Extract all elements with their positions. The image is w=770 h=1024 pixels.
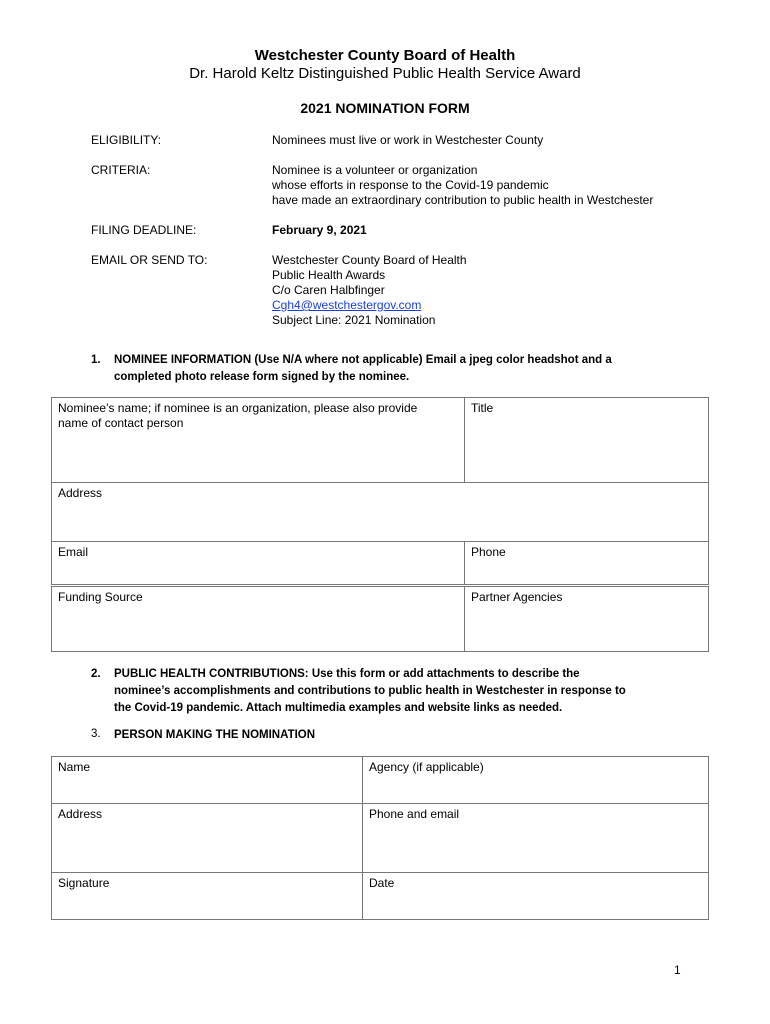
partners-label: Partner Agencies — [471, 590, 563, 604]
email-link[interactable]: Cgh4@westchestergov.com — [272, 298, 422, 312]
nominator-phone-email-field[interactable] — [362, 803, 709, 873]
title-label: Title — [471, 401, 494, 415]
criteria-label: CRITERIA: — [91, 163, 151, 177]
criteria-value — [272, 163, 653, 208]
org-title: Westchester County Board of Health — [254, 47, 516, 64]
section-2-number: 2. — [91, 668, 101, 680]
eligibility-label: ELIGIBILITY: — [91, 133, 162, 147]
criteria-line: whose efforts in response to the Covid-19 pandemic — [272, 178, 549, 192]
funding-source-field[interactable] — [51, 586, 465, 652]
nominee-name-label: Nominee’s name; if nominee is an organization, please also provide name of contact person — [58, 401, 418, 430]
title-field[interactable] — [464, 397, 709, 483]
nominee-email-field[interactable] — [51, 541, 465, 585]
nominator-agency-label: Agency (if applicable) — [369, 760, 484, 774]
criteria-line: Nominee is a volunteer or organization — [272, 163, 478, 177]
deadline-label: FILING DEADLINE: — [91, 223, 197, 237]
nominator-phone-email-label: Phone and email — [369, 807, 460, 821]
section-2-line: PUBLIC HEALTH CONTRIBUTIONS: Use this form or add attachments to describe the — [114, 668, 580, 680]
section-2-line: nominee’s accomplishments and contributions to public health in Westchester in response to — [114, 685, 626, 697]
form-title: 2021 NOMINATION FORM — [300, 100, 470, 116]
eligibility-value: Nominees must live or work in Westchester County — [272, 133, 544, 147]
address-label: Address — [58, 486, 103, 500]
partner-agencies-field[interactable] — [464, 586, 709, 652]
nominator-address-field[interactable] — [51, 803, 363, 873]
send-address — [272, 253, 467, 328]
email-label: Email — [58, 545, 89, 559]
send-label: EMAIL OR SEND TO: — [91, 253, 208, 267]
section-1-number: 1. — [91, 354, 101, 366]
date-label: Date — [369, 876, 395, 890]
section-2-heading — [114, 666, 626, 717]
nominator-name-field[interactable] — [51, 756, 363, 804]
page-number: 1 — [674, 963, 681, 977]
funding-label: Funding Source — [58, 590, 143, 604]
nominator-agency-field[interactable] — [362, 756, 709, 804]
criteria-line: have made an extraordinary contribution to public health in Westchester — [272, 193, 654, 207]
nominee-name-field[interactable] — [51, 397, 465, 483]
award-title: Dr. Harold Keltz Distinguished Public Health Service Award — [189, 65, 581, 82]
send-line: Westchester County Board of Health — [272, 253, 467, 267]
section-1-line: NOMINEE INFORMATION (Use N/A where not applicable) Email a jpeg color headshot and a — [114, 354, 612, 366]
nominee-address-field[interactable] — [51, 482, 709, 542]
section-3-number: 3. — [91, 728, 101, 740]
date-field[interactable] — [362, 872, 709, 920]
send-line: Public Health Awards — [272, 268, 386, 282]
deadline-value: February 9, 2021 — [272, 223, 367, 237]
nominee-phone-field[interactable] — [464, 541, 709, 585]
subject-line: Subject Line: 2021 Nomination — [272, 313, 436, 327]
signature-field[interactable] — [51, 872, 363, 920]
nominator-address-label: Address — [58, 807, 103, 821]
section-2-line: the Covid-19 pandemic. Attach multimedia examples and website links as needed. — [114, 702, 563, 714]
section-3-heading: PERSON MAKING THE NOMINATION — [114, 729, 316, 741]
signature-label: Signature — [58, 876, 110, 890]
send-line: C/o Caren Halbfinger — [272, 283, 385, 297]
phone-label: Phone — [471, 545, 506, 559]
nominator-name-label: Name — [58, 760, 91, 774]
section-1-heading — [114, 352, 612, 386]
section-1-line: completed photo release form signed by the nominee. — [114, 371, 410, 383]
